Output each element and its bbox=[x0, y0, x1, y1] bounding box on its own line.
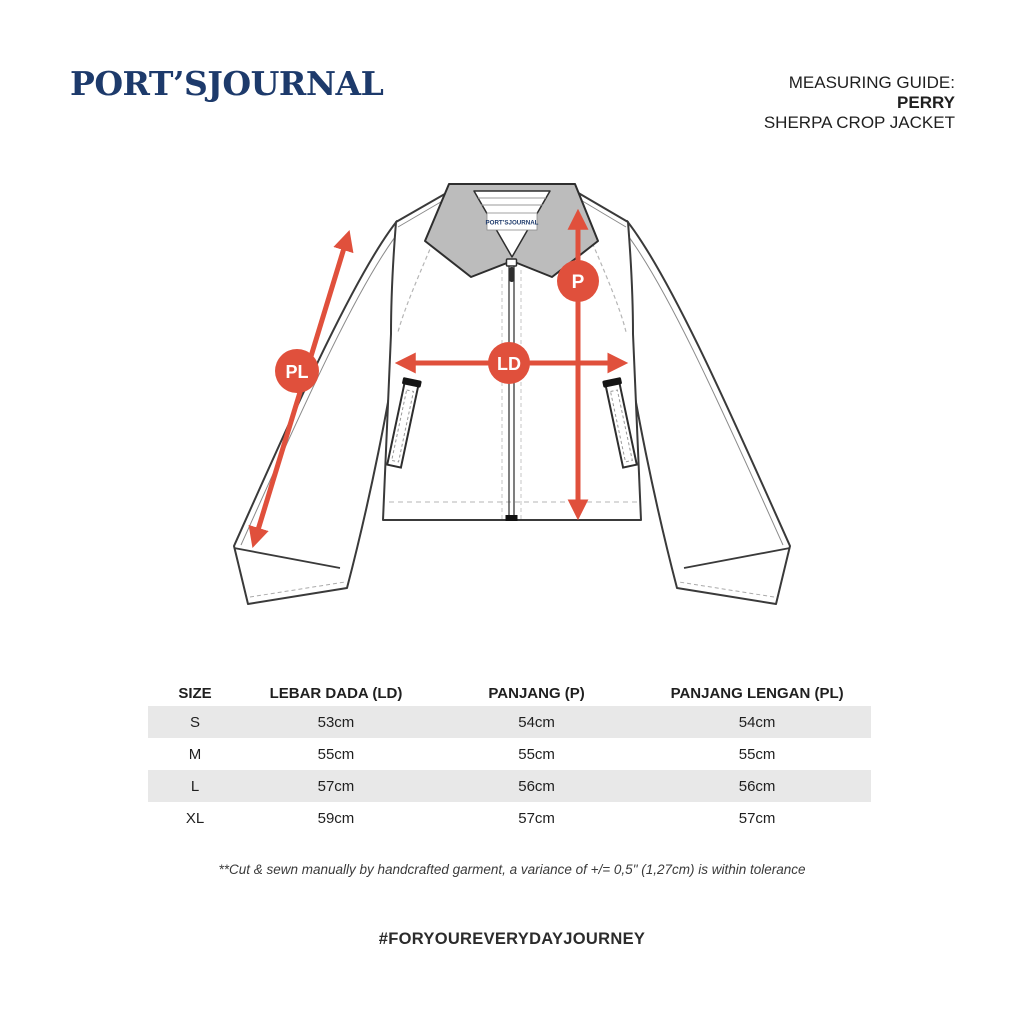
right-sleeve bbox=[622, 221, 790, 604]
tolerance-footnote: **Cut & sewn manually by handcrafted garment, a variance of +/= 0,5" (1,27cm) is within tolerance bbox=[218, 862, 806, 877]
cell-p: 55cm bbox=[518, 745, 555, 763]
col-header-panjang-lengan: PANJANG LENGAN (PL) bbox=[670, 684, 844, 702]
col-header-lebar-dada: LEBAR DADA (LD) bbox=[269, 684, 403, 702]
cell-p: 56cm bbox=[518, 777, 555, 795]
left-sleeve bbox=[234, 221, 402, 604]
table-row bbox=[148, 738, 871, 770]
cell-pl: 56cm bbox=[738, 777, 776, 795]
cell-pl: 55cm bbox=[738, 745, 776, 763]
p-label: P bbox=[571, 272, 585, 293]
size-table-header bbox=[148, 680, 871, 706]
table-row bbox=[148, 802, 871, 834]
cell-p: 57cm bbox=[518, 809, 555, 827]
cell-size: L bbox=[190, 777, 200, 795]
ld-label: LD bbox=[497, 354, 521, 374]
table-row bbox=[148, 770, 871, 802]
cell-ld: 57cm bbox=[317, 777, 355, 795]
product-subtitle: SHERPA CROP JACKET bbox=[763, 113, 955, 132]
pl-label: PL bbox=[285, 362, 309, 382]
col-header-panjang: PANJANG (P) bbox=[488, 684, 585, 702]
cell-pl: 57cm bbox=[738, 809, 776, 827]
cell-pl: 54cm bbox=[738, 713, 776, 731]
cell-ld: 59cm bbox=[317, 809, 355, 827]
size-table bbox=[148, 680, 871, 834]
cell-size: S bbox=[189, 713, 200, 731]
product-name: PERRY bbox=[897, 93, 955, 112]
measuring-guide-title: MEASURING GUIDE: bbox=[788, 73, 955, 92]
brand-hashtag: #FORYOUREVERYDAYJOURNEY bbox=[378, 930, 646, 948]
cell-ld: 53cm bbox=[317, 713, 355, 731]
collar-label-text: PORT’SJOURNAL bbox=[485, 219, 539, 227]
cell-ld: 55cm bbox=[317, 745, 355, 763]
table-row bbox=[148, 706, 871, 738]
cell-size: M bbox=[188, 745, 202, 763]
cell-size: XL bbox=[185, 809, 205, 827]
col-header-size: SIZE bbox=[178, 684, 212, 702]
brand-logo: PORT’SJOURNAL bbox=[70, 64, 384, 103]
cell-p: 54cm bbox=[518, 713, 555, 731]
